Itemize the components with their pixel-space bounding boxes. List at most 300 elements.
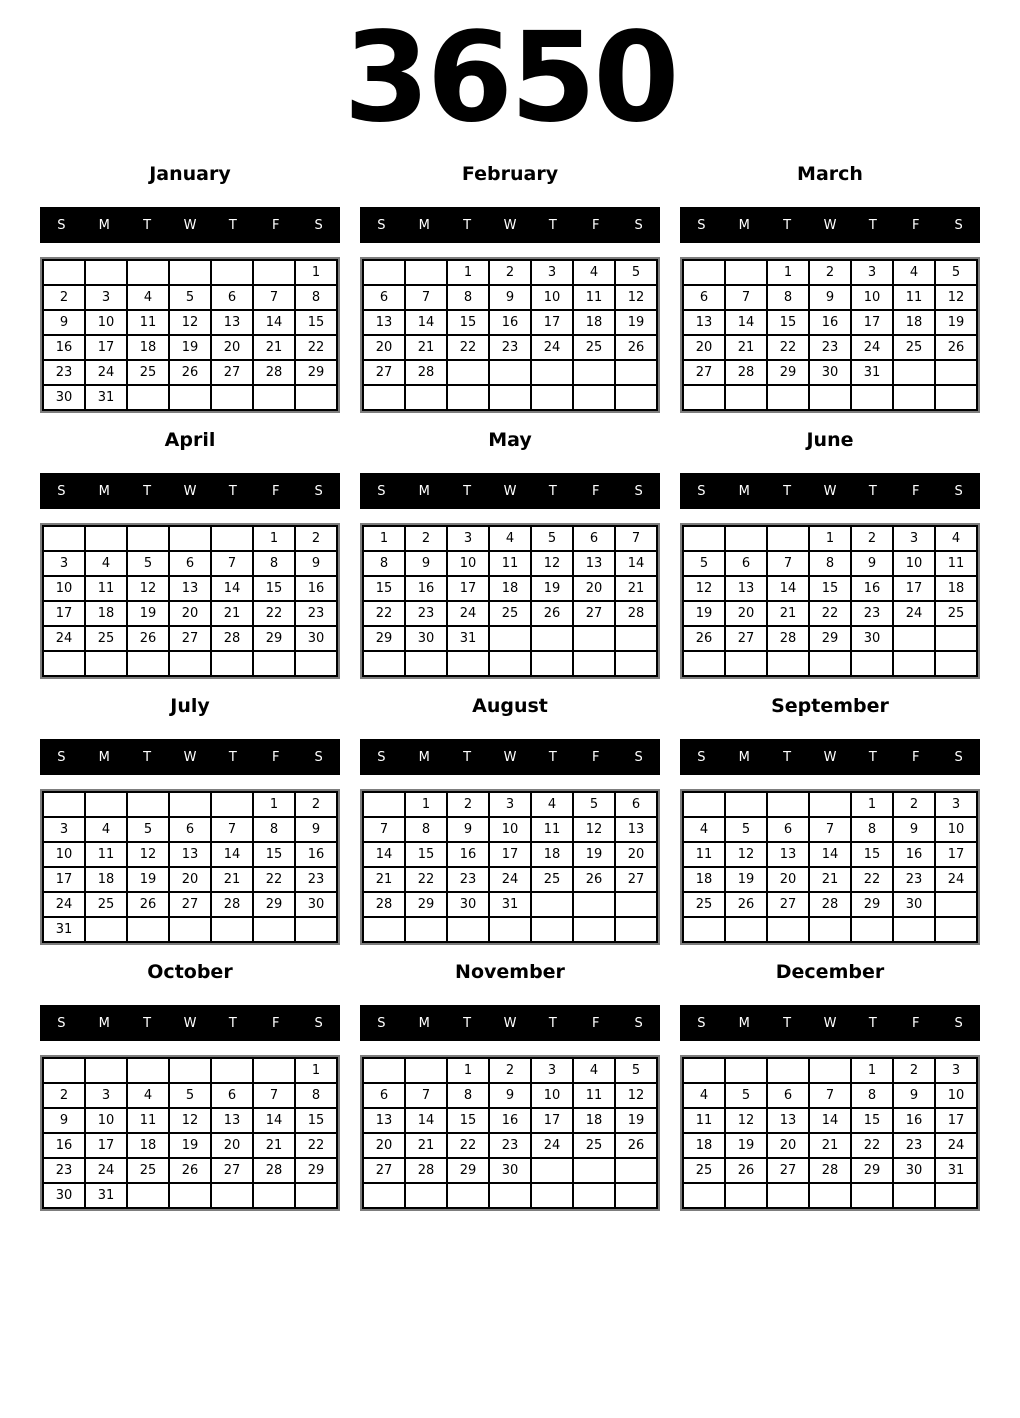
- month-date-table: [682, 525, 978, 677]
- day-cell: 18: [531, 842, 573, 867]
- day-cell: 27: [211, 1158, 253, 1183]
- month-date-table: [362, 259, 658, 411]
- day-cell: 15: [295, 1108, 337, 1133]
- week-row: [363, 360, 657, 385]
- week-row: [683, 917, 977, 942]
- day-cell: 5: [725, 817, 767, 842]
- day-cell: 26: [935, 335, 977, 360]
- weekday-label: T: [463, 483, 472, 499]
- empty-day-cell: [85, 917, 127, 942]
- day-cell: 12: [127, 576, 169, 601]
- day-cell: 27: [683, 360, 725, 385]
- month-march: [680, 163, 980, 413]
- empty-day-cell: [767, 385, 809, 410]
- weekday-label: M: [418, 749, 430, 765]
- empty-day-cell: [935, 892, 977, 917]
- day-cell: 1: [809, 526, 851, 551]
- weekday-label: T: [868, 217, 877, 233]
- empty-day-cell: [573, 892, 615, 917]
- weekday-header-row: [40, 207, 340, 243]
- empty-day-cell: [851, 1183, 893, 1208]
- day-cell: 20: [725, 601, 767, 626]
- empty-day-cell: [127, 1183, 169, 1208]
- empty-day-cell: [253, 260, 295, 285]
- day-cell: 31: [935, 1158, 977, 1183]
- day-cell: 18: [573, 1108, 615, 1133]
- day-cell: 14: [211, 842, 253, 867]
- day-cell: 24: [531, 335, 573, 360]
- day-cell: 18: [127, 1133, 169, 1158]
- day-cell: 2: [295, 526, 337, 551]
- day-cell: 8: [253, 551, 295, 576]
- day-cell: 8: [253, 817, 295, 842]
- week-row: [683, 892, 977, 917]
- day-cell: 4: [531, 792, 573, 817]
- day-cell: 13: [725, 576, 767, 601]
- day-cell: 20: [767, 1133, 809, 1158]
- month-date-table: [362, 791, 658, 943]
- weekday-label: S: [697, 749, 706, 765]
- empty-day-cell: [211, 1183, 253, 1208]
- empty-day-cell: [43, 526, 85, 551]
- week-row: [43, 285, 337, 310]
- day-cell: 29: [295, 360, 337, 385]
- week-row: [363, 892, 657, 917]
- day-cell: 30: [295, 892, 337, 917]
- day-cell: 20: [767, 867, 809, 892]
- day-cell: 19: [615, 310, 657, 335]
- day-cell: 8: [447, 285, 489, 310]
- month-may: [360, 429, 660, 679]
- week-row: [363, 285, 657, 310]
- weekday-label: W: [503, 1015, 517, 1031]
- empty-day-cell: [405, 651, 447, 676]
- weekday-label: F: [271, 749, 280, 765]
- year-title: 3650: [343, 6, 677, 150]
- day-cell: 19: [615, 1108, 657, 1133]
- day-cell: 7: [725, 285, 767, 310]
- day-cell: 17: [851, 310, 893, 335]
- week-row: [43, 892, 337, 917]
- empty-day-cell: [85, 1058, 127, 1083]
- day-cell: 23: [489, 1133, 531, 1158]
- empty-day-cell: [767, 1058, 809, 1083]
- day-cell: 12: [169, 1108, 211, 1133]
- week-row: [363, 385, 657, 410]
- week-row: [683, 260, 977, 285]
- day-cell: 25: [489, 601, 531, 626]
- weekday-label: F: [271, 483, 280, 499]
- day-cell: 3: [935, 792, 977, 817]
- empty-day-cell: [405, 917, 447, 942]
- day-cell: 16: [405, 576, 447, 601]
- day-cell: 25: [683, 892, 725, 917]
- empty-day-cell: [767, 792, 809, 817]
- week-row: [363, 551, 657, 576]
- weekday-label: T: [463, 1015, 472, 1031]
- empty-day-cell: [85, 651, 127, 676]
- empty-day-cell: [683, 1183, 725, 1208]
- day-cell: 30: [893, 892, 935, 917]
- day-cell: 15: [767, 310, 809, 335]
- weekday-label: T: [868, 1015, 877, 1031]
- day-cell: 7: [211, 817, 253, 842]
- month-november: [360, 961, 660, 1211]
- empty-day-cell: [893, 1183, 935, 1208]
- month-grid-frame: [40, 523, 340, 679]
- empty-day-cell: [211, 526, 253, 551]
- day-cell: 14: [211, 576, 253, 601]
- day-cell: 26: [127, 892, 169, 917]
- day-cell: 2: [851, 526, 893, 551]
- day-cell: 20: [169, 867, 211, 892]
- empty-day-cell: [767, 917, 809, 942]
- day-cell: 30: [43, 385, 85, 410]
- day-cell: 19: [531, 576, 573, 601]
- day-cell: 30: [489, 1158, 531, 1183]
- day-cell: 31: [85, 1183, 127, 1208]
- day-cell: 6: [363, 285, 405, 310]
- day-cell: 21: [809, 1133, 851, 1158]
- day-cell: 12: [725, 842, 767, 867]
- day-cell: 14: [405, 310, 447, 335]
- month-title: May: [488, 429, 532, 452]
- day-cell: 26: [573, 867, 615, 892]
- empty-day-cell: [85, 260, 127, 285]
- week-row: [363, 842, 657, 867]
- empty-day-cell: [253, 1058, 295, 1083]
- weekday-label: S: [634, 1015, 643, 1031]
- weekday-header-row: [360, 1005, 660, 1041]
- day-cell: 20: [573, 576, 615, 601]
- week-row: [683, 867, 977, 892]
- day-cell: 2: [893, 792, 935, 817]
- weekday-label: W: [183, 483, 197, 499]
- day-cell: 5: [169, 1083, 211, 1108]
- day-cell: 13: [363, 1108, 405, 1133]
- empty-day-cell: [211, 1058, 253, 1083]
- week-row: [363, 1133, 657, 1158]
- empty-day-cell: [851, 917, 893, 942]
- day-cell: 13: [615, 817, 657, 842]
- day-cell: 29: [253, 892, 295, 917]
- day-cell: 3: [85, 1083, 127, 1108]
- day-cell: 19: [935, 310, 977, 335]
- month-grid-frame: [360, 257, 660, 413]
- day-cell: 15: [405, 842, 447, 867]
- day-cell: 16: [295, 842, 337, 867]
- day-cell: 25: [531, 867, 573, 892]
- empty-day-cell: [573, 1158, 615, 1183]
- empty-day-cell: [935, 651, 977, 676]
- empty-day-cell: [809, 917, 851, 942]
- day-cell: 14: [253, 310, 295, 335]
- month-grid-frame: [360, 789, 660, 945]
- empty-day-cell: [363, 651, 405, 676]
- day-cell: 4: [127, 285, 169, 310]
- day-cell: 18: [127, 335, 169, 360]
- day-cell: 22: [851, 867, 893, 892]
- empty-day-cell: [447, 360, 489, 385]
- day-cell: 21: [211, 867, 253, 892]
- day-cell: 19: [683, 601, 725, 626]
- day-cell: 1: [851, 792, 893, 817]
- day-cell: 9: [43, 310, 85, 335]
- day-cell: 23: [851, 601, 893, 626]
- day-cell: 7: [211, 551, 253, 576]
- day-cell: 27: [725, 626, 767, 651]
- empty-day-cell: [447, 1183, 489, 1208]
- month-august: [360, 695, 660, 945]
- day-cell: 30: [405, 626, 447, 651]
- day-cell: 9: [405, 551, 447, 576]
- weekday-label: S: [314, 749, 323, 765]
- day-cell: 22: [253, 867, 295, 892]
- month-title: March: [797, 163, 863, 186]
- empty-day-cell: [573, 1183, 615, 1208]
- weekday-label: S: [314, 1015, 323, 1031]
- empty-day-cell: [127, 792, 169, 817]
- day-cell: 19: [573, 842, 615, 867]
- day-cell: 4: [683, 817, 725, 842]
- day-cell: 6: [573, 526, 615, 551]
- empty-day-cell: [363, 792, 405, 817]
- day-cell: 1: [295, 1058, 337, 1083]
- empty-day-cell: [935, 360, 977, 385]
- day-cell: 21: [615, 576, 657, 601]
- empty-day-cell: [43, 1058, 85, 1083]
- empty-day-cell: [531, 1183, 573, 1208]
- weekday-label: S: [634, 217, 643, 233]
- empty-day-cell: [295, 651, 337, 676]
- day-cell: 13: [767, 842, 809, 867]
- day-cell: 19: [169, 335, 211, 360]
- empty-day-cell: [893, 385, 935, 410]
- empty-day-cell: [935, 917, 977, 942]
- empty-day-cell: [725, 651, 767, 676]
- day-cell: 6: [725, 551, 767, 576]
- month-date-table: [362, 525, 658, 677]
- empty-day-cell: [405, 260, 447, 285]
- day-cell: 23: [43, 360, 85, 385]
- day-cell: 1: [295, 260, 337, 285]
- day-cell: 8: [809, 551, 851, 576]
- day-cell: 7: [809, 1083, 851, 1108]
- day-cell: 21: [405, 335, 447, 360]
- empty-day-cell: [683, 260, 725, 285]
- empty-day-cell: [489, 651, 531, 676]
- empty-day-cell: [295, 385, 337, 410]
- weekday-label: T: [143, 483, 152, 499]
- weekday-label: F: [591, 483, 600, 499]
- month-title: April: [164, 429, 216, 452]
- day-cell: 10: [935, 1083, 977, 1108]
- month-date-table: [682, 1057, 978, 1209]
- empty-day-cell: [169, 385, 211, 410]
- day-cell: 23: [893, 1133, 935, 1158]
- week-row: [683, 601, 977, 626]
- empty-day-cell: [573, 917, 615, 942]
- day-cell: 24: [447, 601, 489, 626]
- day-cell: 26: [683, 626, 725, 651]
- day-cell: 1: [363, 526, 405, 551]
- day-cell: 10: [851, 285, 893, 310]
- day-cell: 1: [405, 792, 447, 817]
- empty-day-cell: [295, 1183, 337, 1208]
- day-cell: 16: [893, 1108, 935, 1133]
- day-cell: 17: [85, 1133, 127, 1158]
- day-cell: 6: [767, 817, 809, 842]
- day-cell: 17: [85, 335, 127, 360]
- day-cell: 18: [935, 576, 977, 601]
- empty-day-cell: [363, 385, 405, 410]
- empty-day-cell: [809, 792, 851, 817]
- day-cell: 18: [573, 310, 615, 335]
- day-cell: 6: [211, 285, 253, 310]
- day-cell: 19: [169, 1133, 211, 1158]
- empty-day-cell: [489, 917, 531, 942]
- day-cell: 10: [85, 1108, 127, 1133]
- month-grid-frame: [680, 1055, 980, 1211]
- day-cell: 11: [531, 817, 573, 842]
- empty-day-cell: [211, 651, 253, 676]
- day-cell: 13: [573, 551, 615, 576]
- week-row: [683, 1108, 977, 1133]
- empty-day-cell: [253, 385, 295, 410]
- day-cell: 7: [615, 526, 657, 551]
- day-cell: 13: [211, 1108, 253, 1133]
- empty-day-cell: [85, 526, 127, 551]
- day-cell: 12: [169, 310, 211, 335]
- empty-day-cell: [447, 651, 489, 676]
- week-row: [363, 260, 657, 285]
- empty-day-cell: [683, 526, 725, 551]
- day-cell: 29: [363, 626, 405, 651]
- weekday-label: M: [738, 483, 750, 499]
- empty-day-cell: [127, 526, 169, 551]
- day-cell: 22: [447, 335, 489, 360]
- week-row: [43, 1108, 337, 1133]
- day-cell: 20: [363, 335, 405, 360]
- yearly-calendar-page: [0, 6, 1020, 1211]
- empty-day-cell: [363, 1183, 405, 1208]
- empty-day-cell: [767, 526, 809, 551]
- day-cell: 12: [615, 285, 657, 310]
- empty-day-cell: [447, 917, 489, 942]
- week-row: [43, 385, 337, 410]
- day-cell: 21: [725, 335, 767, 360]
- empty-day-cell: [615, 651, 657, 676]
- day-cell: 24: [43, 892, 85, 917]
- day-cell: 6: [169, 817, 211, 842]
- weekday-label: T: [463, 217, 472, 233]
- empty-day-cell: [615, 626, 657, 651]
- week-row: [683, 1133, 977, 1158]
- weekday-label: T: [548, 1015, 557, 1031]
- empty-day-cell: [573, 626, 615, 651]
- day-cell: 3: [43, 817, 85, 842]
- day-cell: 17: [531, 1108, 573, 1133]
- day-cell: 26: [725, 1158, 767, 1183]
- week-row: [683, 526, 977, 551]
- day-cell: 30: [809, 360, 851, 385]
- day-cell: 17: [43, 601, 85, 626]
- weekday-label: M: [738, 749, 750, 765]
- day-cell: 22: [295, 1133, 337, 1158]
- empty-day-cell: [531, 385, 573, 410]
- week-row: [683, 576, 977, 601]
- day-cell: 30: [447, 892, 489, 917]
- week-row: [43, 1133, 337, 1158]
- weekday-label: W: [823, 1015, 837, 1031]
- weekday-label: S: [954, 1015, 963, 1031]
- day-cell: 14: [363, 842, 405, 867]
- day-cell: 17: [935, 842, 977, 867]
- day-cell: 4: [683, 1083, 725, 1108]
- day-cell: 2: [893, 1058, 935, 1083]
- day-cell: 30: [295, 626, 337, 651]
- day-cell: 28: [405, 360, 447, 385]
- day-cell: 5: [531, 526, 573, 551]
- day-cell: 17: [531, 310, 573, 335]
- day-cell: 7: [405, 285, 447, 310]
- empty-day-cell: [893, 626, 935, 651]
- month-title: June: [806, 429, 854, 452]
- month-july: [40, 695, 340, 945]
- empty-day-cell: [615, 360, 657, 385]
- week-row: [363, 817, 657, 842]
- week-row: [363, 651, 657, 676]
- day-cell: 11: [683, 1108, 725, 1133]
- week-row: [43, 1083, 337, 1108]
- day-cell: 18: [85, 867, 127, 892]
- day-cell: 19: [725, 1133, 767, 1158]
- day-cell: 25: [85, 626, 127, 651]
- weekday-header-row: [680, 473, 980, 509]
- day-cell: 13: [169, 576, 211, 601]
- day-cell: 28: [363, 892, 405, 917]
- week-row: [43, 1183, 337, 1208]
- weekday-label: S: [377, 749, 386, 765]
- day-cell: 3: [531, 260, 573, 285]
- week-row: [43, 601, 337, 626]
- day-cell: 24: [851, 335, 893, 360]
- day-cell: 21: [253, 335, 295, 360]
- day-cell: 10: [531, 1083, 573, 1108]
- day-cell: 16: [851, 576, 893, 601]
- weekday-label: S: [57, 483, 66, 499]
- day-cell: 12: [725, 1108, 767, 1133]
- weekday-header-row: [360, 739, 660, 775]
- day-cell: 26: [615, 335, 657, 360]
- day-cell: 22: [809, 601, 851, 626]
- day-cell: 1: [447, 1058, 489, 1083]
- weekday-label: W: [183, 749, 197, 765]
- week-row: [43, 1158, 337, 1183]
- month-grid-frame: [680, 523, 980, 679]
- day-cell: 11: [85, 842, 127, 867]
- empty-day-cell: [935, 1183, 977, 1208]
- empty-day-cell: [573, 385, 615, 410]
- day-cell: 12: [615, 1083, 657, 1108]
- weekday-label: W: [183, 1015, 197, 1031]
- weekday-label: M: [98, 1015, 110, 1031]
- day-cell: 28: [211, 892, 253, 917]
- month-title: November: [455, 961, 565, 984]
- month-september: [680, 695, 980, 945]
- weekday-label: T: [143, 217, 152, 233]
- day-cell: 31: [43, 917, 85, 942]
